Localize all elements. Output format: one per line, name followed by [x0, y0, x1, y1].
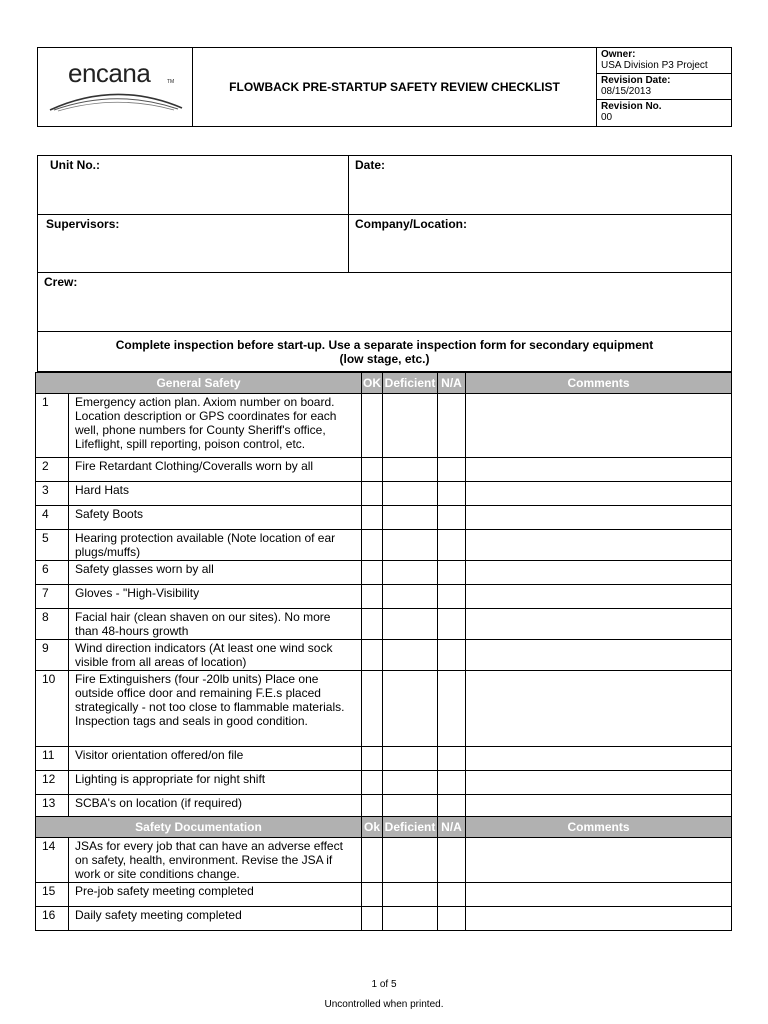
document-header: [37, 47, 732, 127]
revision-no-value: 00: [601, 112, 613, 123]
table-row: [36, 747, 732, 771]
item-text: Visitor orientation offered/on file: [69, 747, 362, 771]
ok-cell[interactable]: [362, 640, 383, 671]
section-header-general-safety: [36, 373, 732, 394]
table-row: [36, 394, 732, 458]
na-cell[interactable]: [438, 795, 466, 819]
table-row: [36, 795, 732, 819]
na-cell[interactable]: [438, 458, 466, 482]
table-row: [36, 883, 732, 907]
comments-cell[interactable]: [466, 671, 732, 747]
table-row: [36, 907, 732, 931]
item-text: Wind direction indicators (At least one wind sock visible from all areas of location): [69, 640, 362, 671]
na-cell[interactable]: [438, 907, 466, 931]
ok-cell[interactable]: [362, 883, 383, 907]
item-number: 10: [36, 671, 69, 747]
section-title: Safety Documentation: [36, 817, 362, 838]
comments-cell[interactable]: [466, 795, 732, 819]
instruction-line-1: Complete inspection before start-up. Use a separate inspection form for secondary equipment: [115, 337, 654, 352]
revision-date-value: 08/15/2013: [601, 86, 652, 97]
table-row: [36, 561, 732, 585]
table-row: [36, 458, 732, 482]
date-field[interactable]: Date:: [349, 156, 732, 215]
info-box: [37, 155, 732, 372]
comments-cell[interactable]: [466, 747, 732, 771]
company-location-field[interactable]: Company/Location:: [349, 215, 732, 273]
ok-cell[interactable]: [362, 609, 383, 640]
revision-no-label: Revision No.: [601, 101, 662, 112]
ok-cell[interactable]: [362, 561, 383, 585]
item-number: 13: [36, 795, 69, 819]
item-text: Hearing protection available (Note location of ear plugs/muffs): [69, 530, 362, 561]
table-row: [36, 530, 732, 561]
deficient-cell[interactable]: [383, 747, 438, 771]
item-text: Daily safety meeting completed: [69, 907, 362, 931]
deficient-cell[interactable]: [383, 561, 438, 585]
item-number: 4: [36, 506, 69, 530]
col-na: N/A: [438, 373, 466, 394]
na-cell[interactable]: [438, 394, 466, 458]
instruction-line-2: (low stage, etc.): [339, 351, 430, 366]
page-number: 1 of 5: [371, 979, 397, 990]
item-text: Fire Retardant Clothing/Coveralls worn by all: [69, 458, 362, 482]
item-text: Pre-job safety meeting completed: [69, 883, 362, 907]
deficient-cell[interactable]: [383, 482, 438, 506]
comments-cell[interactable]: [466, 585, 732, 609]
deficient-cell[interactable]: [383, 585, 438, 609]
item-number: 15: [36, 883, 69, 907]
table-row: [36, 609, 732, 640]
item-text: Safety glasses worn by all: [69, 561, 362, 585]
logo-swoosh-icon: [48, 86, 184, 112]
ok-cell[interactable]: [362, 530, 383, 561]
na-cell[interactable]: [438, 883, 466, 907]
item-text: Fire Extinguishers (four -20lb units) Place one outside office door and remaining F.E.s placed strategically - not too close to flammable materials. Inspection tags and seals in good condition.: [69, 671, 362, 747]
comments-cell[interactable]: [466, 482, 732, 506]
ok-cell[interactable]: [362, 838, 383, 883]
ok-cell[interactable]: [362, 795, 383, 819]
owner-row: [597, 48, 731, 74]
item-text: Lighting is appropriate for night shift: [69, 771, 362, 795]
revision-no-row: [597, 100, 731, 126]
revision-meta: [597, 48, 732, 127]
item-number: 12: [36, 771, 69, 795]
comments-cell[interactable]: [466, 907, 732, 931]
item-text: JSAs for every job that can have an adverse effect on safety, health, environment. Revise the JSA if work or site conditions change.: [69, 838, 362, 883]
na-cell[interactable]: [438, 640, 466, 671]
na-cell[interactable]: [438, 671, 466, 747]
comments-cell[interactable]: [466, 561, 732, 585]
item-number: 11: [36, 747, 69, 771]
item-number: 5: [36, 530, 69, 561]
ok-cell[interactable]: [362, 771, 383, 795]
deficient-cell[interactable]: [383, 795, 438, 819]
deficient-cell[interactable]: [383, 640, 438, 671]
col-comments: Comments: [466, 373, 732, 394]
na-cell[interactable]: [438, 609, 466, 640]
deficient-cell[interactable]: [383, 907, 438, 931]
safety-documentation-table: [35, 816, 732, 931]
ok-cell[interactable]: [362, 394, 383, 458]
na-cell[interactable]: [438, 771, 466, 795]
na-cell[interactable]: [438, 506, 466, 530]
table-row: [36, 482, 732, 506]
revision-date-row: [597, 74, 731, 100]
table-row: [36, 585, 732, 609]
comments-cell[interactable]: [466, 394, 732, 458]
item-text: Facial hair (clean shaven on our sites). No more than 48-hours growth: [69, 609, 362, 640]
table-row: [36, 671, 732, 747]
col-comments: Comments: [466, 817, 732, 838]
comments-cell[interactable]: [466, 530, 732, 561]
owner-value: USA Division P3 Project: [601, 60, 708, 71]
item-number: 6: [36, 561, 69, 585]
item-text: Gloves - "High-Visibility: [69, 585, 362, 609]
revision-date-label: Revision Date:: [601, 75, 671, 86]
supervisors-field[interactable]: Supervisors:: [38, 215, 349, 273]
item-number: 7: [36, 585, 69, 609]
document-title: FLOWBACK PRE-STARTUP SAFETY REVIEW CHECKLIST: [193, 48, 597, 127]
item-number: 16: [36, 907, 69, 931]
table-row: [36, 771, 732, 795]
item-number: 3: [36, 482, 69, 506]
comments-cell[interactable]: [466, 771, 732, 795]
item-text: Hard Hats: [69, 482, 362, 506]
deficient-cell[interactable]: [383, 530, 438, 561]
deficient-cell[interactable]: [383, 883, 438, 907]
inspection-instruction: [38, 332, 732, 372]
na-cell[interactable]: [438, 585, 466, 609]
logo-trademark: TM: [167, 79, 175, 85]
deficient-cell[interactable]: [383, 394, 438, 458]
uncontrolled-note: Uncontrolled when printed.: [324, 999, 444, 1010]
item-number: 8: [36, 609, 69, 640]
item-number: 14: [36, 838, 69, 883]
col-na: N/A: [438, 817, 466, 838]
col-ok: Ok: [362, 817, 383, 838]
table-row: [36, 506, 732, 530]
table-row: [36, 838, 732, 883]
comments-cell[interactable]: [466, 640, 732, 671]
section-header-safety-documentation: [36, 817, 732, 838]
item-text: Emergency action plan. Axiom number on board. Location description or GPS coordinates for each well, phone numbers for County Sheriff's office, Lifeflight, spill reporting, poison control, etc.: [69, 394, 362, 458]
deficient-cell[interactable]: [383, 458, 438, 482]
section-title: General Safety: [36, 373, 362, 394]
item-number: 1: [36, 394, 69, 458]
table-row: [36, 640, 732, 671]
crew-field[interactable]: Crew:: [38, 273, 732, 332]
ok-cell[interactable]: [362, 585, 383, 609]
comments-cell[interactable]: [466, 883, 732, 907]
ok-cell[interactable]: [362, 747, 383, 771]
ok-cell[interactable]: [362, 482, 383, 506]
comments-cell[interactable]: [466, 458, 732, 482]
col-deficient: Deficient: [383, 373, 438, 394]
deficient-cell[interactable]: [383, 771, 438, 795]
owner-label: Owner:: [601, 49, 636, 60]
ok-cell[interactable]: [362, 907, 383, 931]
item-text: SCBA's on location (if required): [69, 795, 362, 819]
na-cell[interactable]: [438, 838, 466, 883]
na-cell[interactable]: [438, 530, 466, 561]
deficient-cell[interactable]: [383, 506, 438, 530]
unit-no-field[interactable]: Unit No.:: [38, 156, 349, 215]
na-cell[interactable]: [438, 747, 466, 771]
encana-logo: encana: [68, 58, 151, 88]
na-cell[interactable]: [438, 561, 466, 585]
item-number: 2: [36, 458, 69, 482]
ok-cell[interactable]: [362, 671, 383, 747]
comments-cell[interactable]: [466, 506, 732, 530]
item-number: 9: [36, 640, 69, 671]
logo-cell: [38, 48, 193, 127]
deficient-cell[interactable]: [383, 671, 438, 747]
comments-cell[interactable]: [466, 609, 732, 640]
item-text: Safety Boots: [69, 506, 362, 530]
ok-cell[interactable]: [362, 458, 383, 482]
ok-cell[interactable]: [362, 506, 383, 530]
col-deficient: Deficient: [383, 817, 438, 838]
deficient-cell[interactable]: [383, 838, 438, 883]
col-ok: OK: [362, 373, 383, 394]
deficient-cell[interactable]: [383, 609, 438, 640]
comments-cell[interactable]: [466, 838, 732, 883]
general-safety-table: [35, 372, 732, 819]
na-cell[interactable]: [438, 482, 466, 506]
